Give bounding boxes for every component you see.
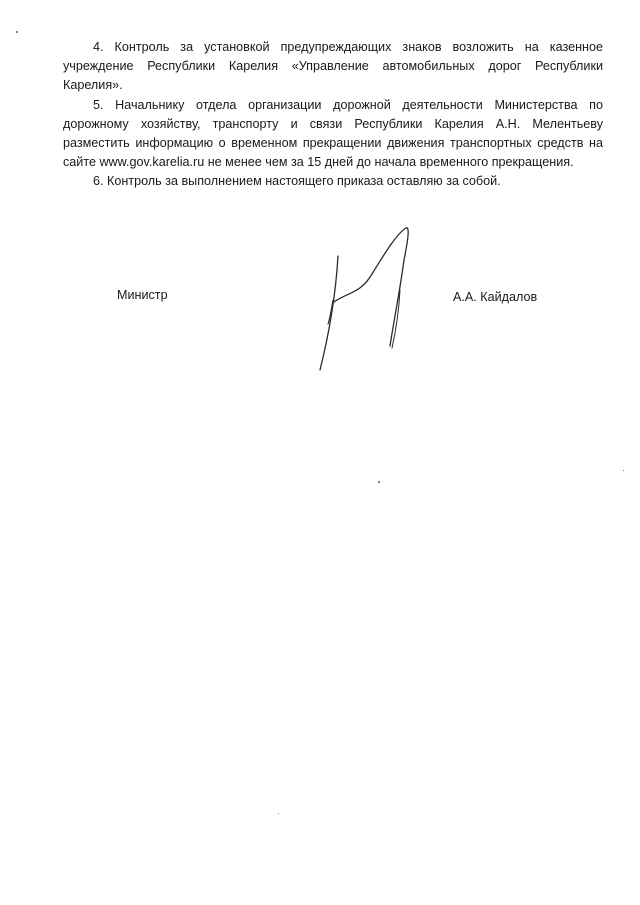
order-body <box>63 38 603 192</box>
paragraph-6: 6. Контроль за выполнением настоящего приказа оставляю за собой. <box>93 174 501 189</box>
scan-speck <box>278 813 279 814</box>
scan-speck <box>16 31 18 33</box>
paragraph-4: 4. Контроль за установкой предупреждающих знаков возложить на казенное учреждение Республики Карелия «Управление автомобильных дорог Республики Карелия». <box>63 40 603 93</box>
paragraph-5: 5. Начальнику отдела организации дорожной деятельности Министерства по дорожному хозяйству, транспорту и связи Республики Карелия А.Н. Мелентьеву разместить информацию о временном прекращении движения транспортных средств на сайте www.gov.karelia.ru не менее чем за 15 дней до начала временного прекращения. <box>63 97 603 170</box>
handwritten-signature <box>300 220 430 380</box>
signatory-role: Министр <box>117 288 168 302</box>
scan-speck <box>623 470 624 471</box>
scan-speck <box>378 481 380 483</box>
signatory-name: А.А. Кайдалов <box>453 290 538 304</box>
